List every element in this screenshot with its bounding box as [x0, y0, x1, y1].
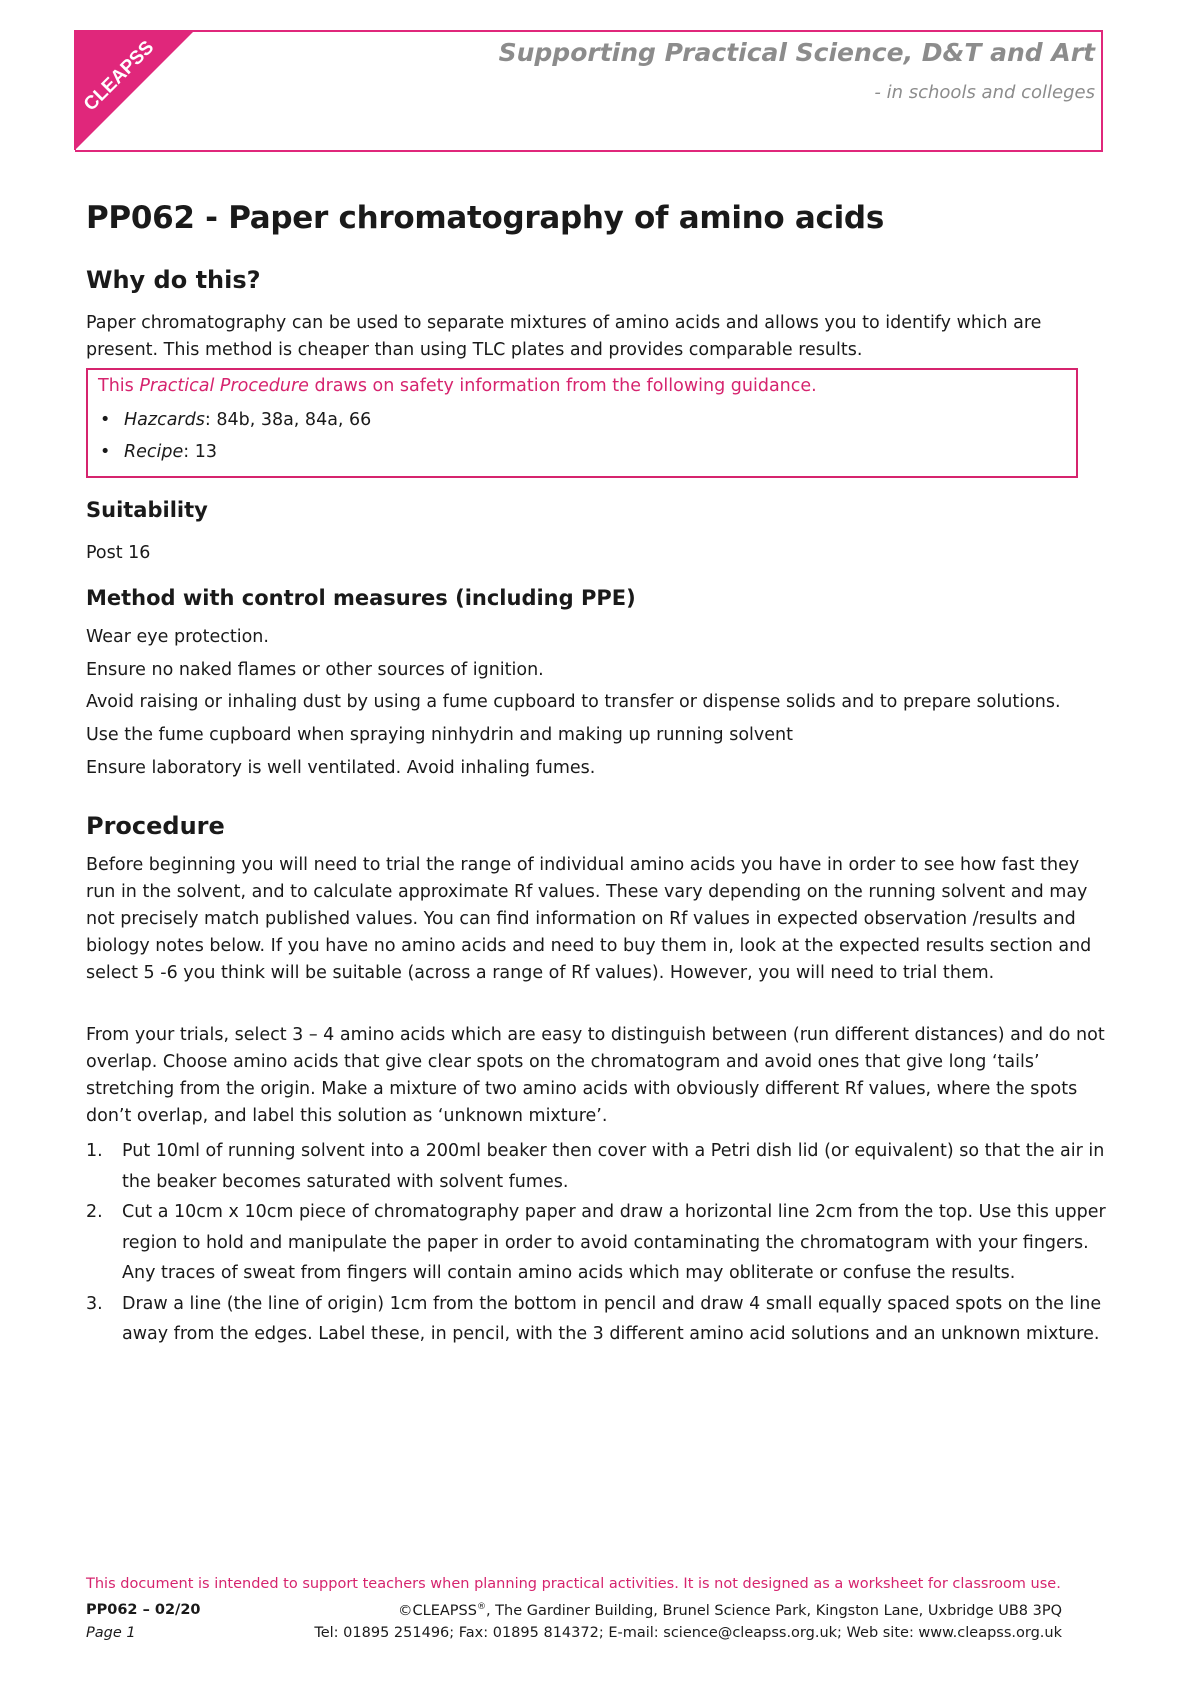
- procedure-para-1: Before beginning you will need to trial the range of individual amino acids you have in order to see how fast they run in the solvent, and to calculate approximate Rf values. These vary depending on the running solvent and may not precisely match published values. You can find information on Rf values in expected observation /results and biology notes below. If you have no amino acids and need to buy them in, look at the expected results section and select 5 -6 you think will be suitable (across a range of Rf values). However, you will need to trial them.: [86, 855, 1092, 983]
- logo-text: CLEAPSS: [79, 36, 159, 116]
- safety-item-value: 13: [194, 442, 218, 462]
- footer-document-code: PP062 – 02/20: [86, 1602, 201, 1618]
- step-text: Put 10ml of running solvent into a 200ml beaker then cover with a Petri dish lid (or equivalent) so that the air in the beaker becomes saturated with solvent fumes.: [122, 1141, 1105, 1192]
- method-line: Wear eye protection.: [86, 627, 269, 647]
- procedure-steps: [86, 1136, 1106, 1350]
- footer-disclaimer: This document is intended to support teachers when planning practical activities. It is not designed as a worksheet for classroom use.: [86, 1576, 1061, 1592]
- procedure-step: [86, 1136, 1106, 1197]
- procedure-heading: Procedure: [86, 812, 225, 840]
- suitability-text: Post 16: [86, 543, 151, 563]
- safety-intro: [98, 376, 817, 396]
- safety-item-sep: :: [204, 410, 217, 430]
- safety-intro-post: draws on safety information from the following guidance.: [308, 376, 817, 396]
- header-tagline: Supporting Practical Science, D&T and Art: [498, 38, 1095, 67]
- safety-item-label: Hazcards: [124, 410, 205, 430]
- header-subtagline: - in schools and colleges: [874, 82, 1095, 103]
- method-line: Ensure no naked flames or other sources of ignition.: [86, 660, 544, 680]
- step-number: 1.: [86, 1141, 103, 1161]
- footer-page-number: Page 1: [86, 1625, 136, 1641]
- safety-intro-pre: This: [98, 376, 140, 396]
- procedure-step: [86, 1197, 1106, 1289]
- footer-address-text: , The Gardiner Building, Brunel Science Park, Kingston Lane, Uxbridge UB8 3PQ: [485, 1602, 1062, 1619]
- procedure-para-2: From your trials, select 3 – 4 amino acids which are easy to distinguish between (run different distances) and do not overlap. Choose amino acids that give clear spots on the chromatogram and avoid ones that give long ‘tails’ stretching from the origin. Make a mixture of two amino acids with obviously different Rf values, where the spots don’t overlap, and label this solution as ‘unknown mixture’.: [86, 1025, 1105, 1126]
- method-heading: Method with control measures (including PPE): [86, 586, 636, 610]
- footer-contact: Tel: 01895 251496; Fax: 01895 814372; E-mail: science@cleapss.org.uk; Web site: www.cleapss.org.uk: [314, 1625, 1062, 1641]
- step-number: 2.: [86, 1202, 103, 1222]
- why-heading: Why do this?: [86, 266, 261, 294]
- bullet-icon: •: [100, 442, 111, 462]
- safety-intro-italic: Practical Procedure: [139, 376, 309, 396]
- bullet-icon: •: [100, 410, 111, 430]
- safety-guidance-box: [86, 368, 1078, 478]
- page-title: PP062 - Paper chromatography of amino acids: [86, 200, 884, 236]
- footer-registered-mark: ®: [476, 1602, 486, 1612]
- method-line: Use the fume cupboard when spraying ninhydrin and making up running solvent: [86, 725, 793, 745]
- safety-item-value: 84b, 38a, 84a, 66: [216, 410, 372, 430]
- cleapss-logo: [75, 30, 195, 150]
- safety-item-recipe: [100, 442, 217, 462]
- footer-address: [398, 1602, 1062, 1619]
- method-line: Ensure laboratory is well ventilated. Avoid inhaling fumes.: [86, 758, 596, 778]
- method-line: Avoid raising or inhaling dust by using a fume cupboard to transfer or dispense solids and to prepare solutions.: [86, 692, 1061, 712]
- footer-copyright: ©CLEAPSS: [398, 1602, 477, 1619]
- why-text: Paper chromatography can be used to separate mixtures of amino acids and allows you to identify which are present. This method is cheaper than using TLC plates and provides comparable results.: [86, 313, 1042, 360]
- step-text: Cut a 10cm x 10cm piece of chromatography paper and draw a horizontal line 2cm from the top. Use this upper region to hold and manipulate the paper in order to avoid contaminating the chromatogram with your fingers. Any traces of sweat from fingers will contain amino acids which may obliterate or confuse the results.: [122, 1202, 1106, 1283]
- step-number: 3.: [86, 1293, 103, 1314]
- safety-item-hazcards: [100, 410, 371, 430]
- safety-item-label: Recipe: [124, 442, 184, 462]
- safety-item-sep: :: [183, 442, 195, 462]
- suitability-heading: Suitability: [86, 498, 208, 522]
- procedure-step: [86, 1289, 1106, 1350]
- step-text: Draw a line (the line of origin) 1cm from the bottom in pencil and draw 4 small equally spaced spots on the line away from the edges. Label these, in pencil, with the 3 different amino acid solutions and an unknown mixture.: [122, 1293, 1102, 1344]
